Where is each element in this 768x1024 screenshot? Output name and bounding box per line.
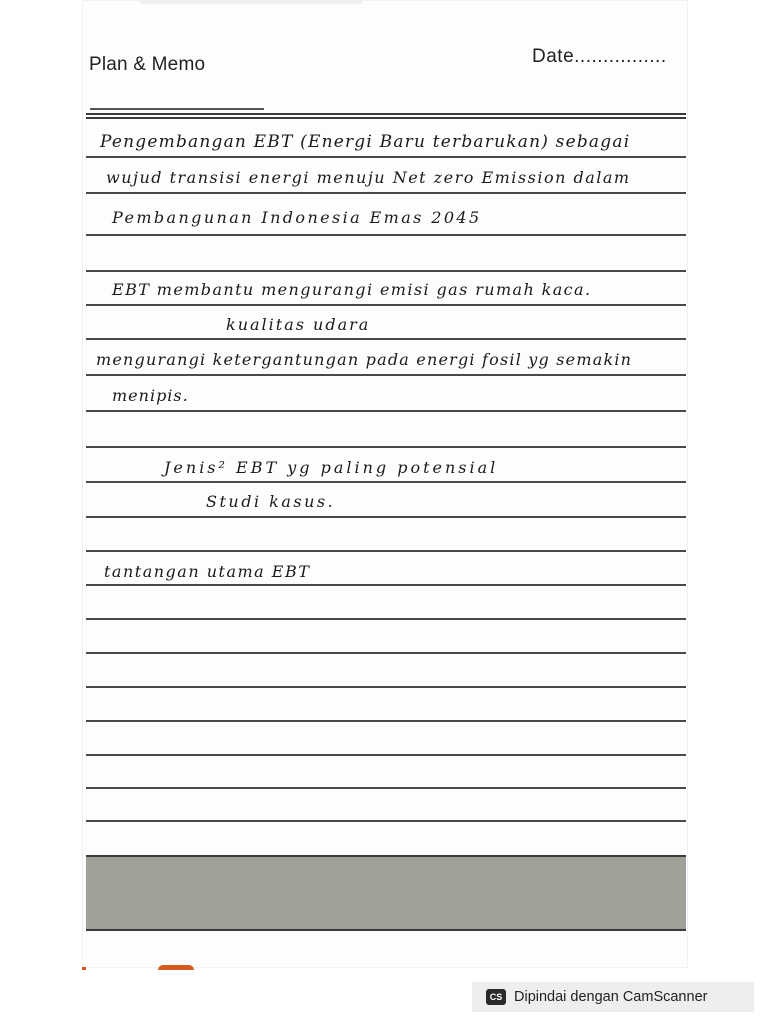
- note-line: kualitas udara: [226, 315, 371, 334]
- ruled-line: [86, 192, 686, 194]
- camscanner-badge: [472, 982, 754, 1012]
- ruled-line: [86, 584, 686, 586]
- ruled-line: [86, 618, 686, 620]
- note-line: Studi kasus.: [206, 492, 336, 511]
- scan-speck: [82, 967, 86, 970]
- ruled-line: [86, 156, 686, 158]
- note-line: EBT membantu mengurangi emisi gas rumah kaca.: [112, 280, 592, 299]
- ruled-line: [86, 374, 686, 376]
- ruled-line: [86, 338, 686, 340]
- note-line: tantangan utama EBT: [104, 562, 311, 581]
- ruled-line: [86, 304, 686, 306]
- camscanner-logo-icon: CS: [486, 989, 506, 1005]
- note-line: Pengembangan EBT (Energi Baru terbarukan) sebagai: [100, 132, 631, 152]
- footer-band: [86, 855, 686, 931]
- ruled-line: [86, 550, 686, 552]
- note-line: menipis.: [112, 386, 189, 405]
- note-line: mengurangi ketergantungan pada energi fosil yg semakin: [96, 350, 633, 369]
- ruled-line: [86, 787, 686, 789]
- camscanner-label: Dipindai dengan CamScanner: [514, 989, 708, 1005]
- ruled-line: [86, 117, 686, 119]
- ruled-line: [86, 754, 686, 756]
- ruled-line: [86, 652, 686, 654]
- ruled-line: [86, 516, 686, 518]
- memo-title: Plan & Memo: [89, 54, 206, 75]
- scan-speck: [158, 965, 194, 970]
- date-label: Date................: [532, 46, 667, 67]
- note-line: Pembangunan Indonesia Emas 2045: [112, 208, 482, 227]
- note-line: Jenis² EBT yg paling potensial: [164, 458, 499, 477]
- ruled-line: [86, 820, 686, 822]
- ruled-line: [86, 270, 686, 272]
- ruled-line: [86, 686, 686, 688]
- ruled-line: [86, 113, 686, 115]
- top-strip: [140, 0, 362, 4]
- ruled-line: [86, 481, 686, 483]
- note-line: wujud transisi energi menuju Net zero Emission dalam: [106, 168, 631, 187]
- ruled-line: [86, 720, 686, 722]
- ruled-line: [86, 410, 686, 412]
- header-rule: [90, 108, 264, 110]
- ruled-line: [86, 234, 686, 236]
- ruled-line: [86, 446, 686, 448]
